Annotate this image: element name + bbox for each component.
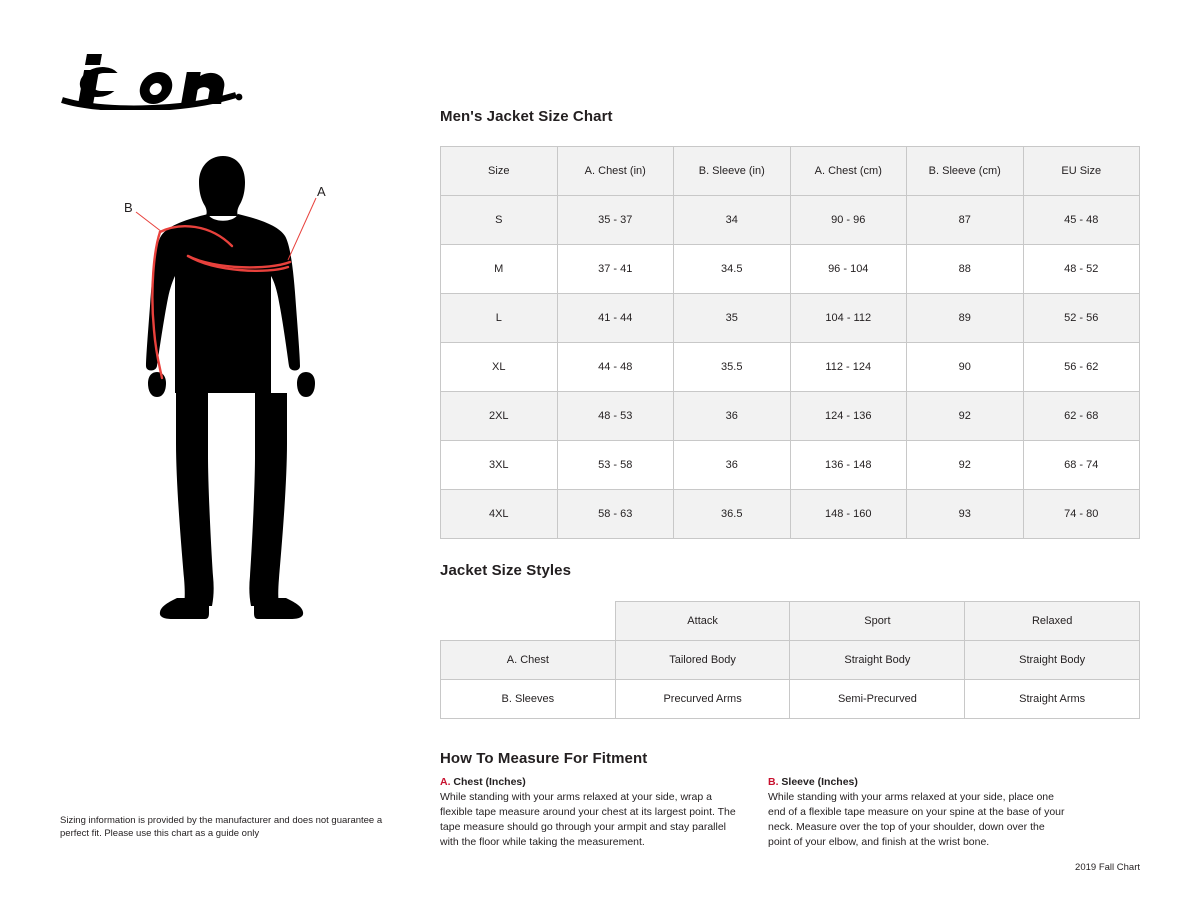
cell-sleeve-in: 36 <box>674 392 791 441</box>
table-row <box>441 641 1140 680</box>
cell-sleeve-in: 35.5 <box>674 343 791 392</box>
icon-logo <box>60 48 245 110</box>
cell-chest-cm: 96 - 104 <box>790 245 907 294</box>
cell-sleeve-cm: 93 <box>907 490 1024 539</box>
page-title: Men's Jacket Size Chart <box>440 108 613 125</box>
cell-sleeve-cm: 92 <box>907 441 1024 490</box>
cell-relaxed-chest: Straight Body <box>965 641 1140 680</box>
measure-chest-block <box>440 776 740 850</box>
measurement-diagram <box>120 150 380 640</box>
column-header-chest-cm: A. Chest (cm) <box>790 147 907 196</box>
cell-chest-cm: 136 - 148 <box>790 441 907 490</box>
cell-size: 4XL <box>441 490 558 539</box>
cell-sleeve-in: 34.5 <box>674 245 791 294</box>
cell-eu-size: 52 - 56 <box>1023 294 1140 343</box>
table-row <box>441 196 1140 245</box>
cell-size: M <box>441 245 558 294</box>
cell-sleeve-in: 35 <box>674 294 791 343</box>
measure-sleeve-heading <box>768 776 1068 788</box>
column-header-chest-in: A. Chest (in) <box>557 147 674 196</box>
styles-section-title: Jacket Size Styles <box>440 562 572 579</box>
table-row <box>441 680 1140 719</box>
styles-title-container <box>440 562 571 579</box>
table-row <box>441 490 1140 539</box>
column-header-sleeve-in: B. Sleeve (in) <box>674 147 791 196</box>
measure-title-container <box>440 750 647 767</box>
cell-chest-in: 41 - 44 <box>557 294 674 343</box>
measure-instructions <box>440 776 1140 850</box>
table-row <box>441 392 1140 441</box>
cell-chest-cm: 112 - 124 <box>790 343 907 392</box>
styles-corner-cell <box>441 602 616 641</box>
cell-eu-size: 56 - 62 <box>1023 343 1140 392</box>
cell-attack-chest: Tailored Body <box>615 641 790 680</box>
footer-chart-version: 2019 Fall Chart <box>1075 862 1140 873</box>
cell-size: XL <box>441 343 558 392</box>
cell-chest-cm: 90 - 96 <box>790 196 907 245</box>
table-row <box>441 343 1140 392</box>
cell-chest-in: 58 - 63 <box>557 490 674 539</box>
cell-eu-size: 74 - 80 <box>1023 490 1140 539</box>
column-header-eu-size: EU Size <box>1023 147 1140 196</box>
table-header-row <box>441 147 1140 196</box>
cell-sleeve-in: 34 <box>674 196 791 245</box>
measure-section-title: How To Measure For Fitment <box>440 750 648 767</box>
cell-eu-size: 45 - 48 <box>1023 196 1140 245</box>
cell-eu-size: 68 - 74 <box>1023 441 1140 490</box>
cell-chest-cm: 124 - 136 <box>790 392 907 441</box>
male-silhouette <box>146 156 315 619</box>
measure-sleeve-title: Sleeve (Inches) <box>781 776 858 788</box>
left-panel <box>0 0 430 900</box>
cell-sleeve-in: 36.5 <box>674 490 791 539</box>
cell-sport-chest: Straight Body <box>790 641 965 680</box>
label-b: B <box>124 200 133 215</box>
cell-sport-sleeves: Semi-Precurved <box>790 680 965 719</box>
column-header-sport: Sport <box>790 602 965 641</box>
measure-sleeve-text: While standing with your arms relaxed at your side, place one end of a flexible tape measure on your spine at the base of your neck. Measure over the top of your shoulder, down over the point of your elbow, and finish at the wrist bone. <box>768 791 1065 848</box>
cell-attack-sleeves: Precurved Arms <box>615 680 790 719</box>
cell-sleeve-cm: 89 <box>907 294 1024 343</box>
measure-sleeve-block <box>768 776 1068 850</box>
cell-size: L <box>441 294 558 343</box>
cell-size: S <box>441 196 558 245</box>
size-chart-table <box>440 146 1140 539</box>
cell-size: 2XL <box>441 392 558 441</box>
column-header-size: Size <box>441 147 558 196</box>
cell-chest-cm: 148 - 160 <box>790 490 907 539</box>
table-row <box>441 245 1140 294</box>
row-label-chest: A. Chest <box>441 641 616 680</box>
cell-sleeve-cm: 87 <box>907 196 1024 245</box>
column-header-relaxed: Relaxed <box>965 602 1140 641</box>
cell-sleeve-cm: 88 <box>907 245 1024 294</box>
table-row <box>441 441 1140 490</box>
cell-eu-size: 48 - 52 <box>1023 245 1140 294</box>
cell-chest-in: 35 - 37 <box>557 196 674 245</box>
row-label-sleeves: B. Sleeves <box>441 680 616 719</box>
cell-chest-cm: 104 - 112 <box>790 294 907 343</box>
cell-chest-in: 44 - 48 <box>557 343 674 392</box>
styles-header-row <box>441 602 1140 641</box>
measure-chest-text: While standing with your arms relaxed at your side, wrap a flexible tape measure around your chest at its largest point. The tape measure should go through your armpit and stay parallel with the floor while taking the measurement. <box>440 791 736 848</box>
main-title-container <box>440 108 613 125</box>
measure-sleeve-letter: B. <box>768 776 779 788</box>
cell-sleeve-cm: 92 <box>907 392 1024 441</box>
cell-chest-in: 48 - 53 <box>557 392 674 441</box>
measure-chest-letter: A. <box>440 776 451 788</box>
column-header-sleeve-cm: B. Sleeve (cm) <box>907 147 1024 196</box>
cell-eu-size: 62 - 68 <box>1023 392 1140 441</box>
cell-sleeve-cm: 90 <box>907 343 1024 392</box>
column-header-attack: Attack <box>615 602 790 641</box>
disclaimer-text: Sizing information is provided by the manufacturer and does not guarantee a perfect fit. Please use this chart as a guide only <box>60 815 383 839</box>
table-row <box>441 294 1140 343</box>
label-a: A <box>317 184 326 199</box>
cell-size: 3XL <box>441 441 558 490</box>
cell-relaxed-sleeves: Straight Arms <box>965 680 1140 719</box>
jacket-size-styles-table <box>440 601 1140 719</box>
measure-chest-title: Chest (Inches) <box>453 776 526 788</box>
cell-chest-in: 37 - 41 <box>557 245 674 294</box>
cell-sleeve-in: 36 <box>674 441 791 490</box>
measure-chest-heading <box>440 776 740 788</box>
cell-chest-in: 53 - 58 <box>557 441 674 490</box>
